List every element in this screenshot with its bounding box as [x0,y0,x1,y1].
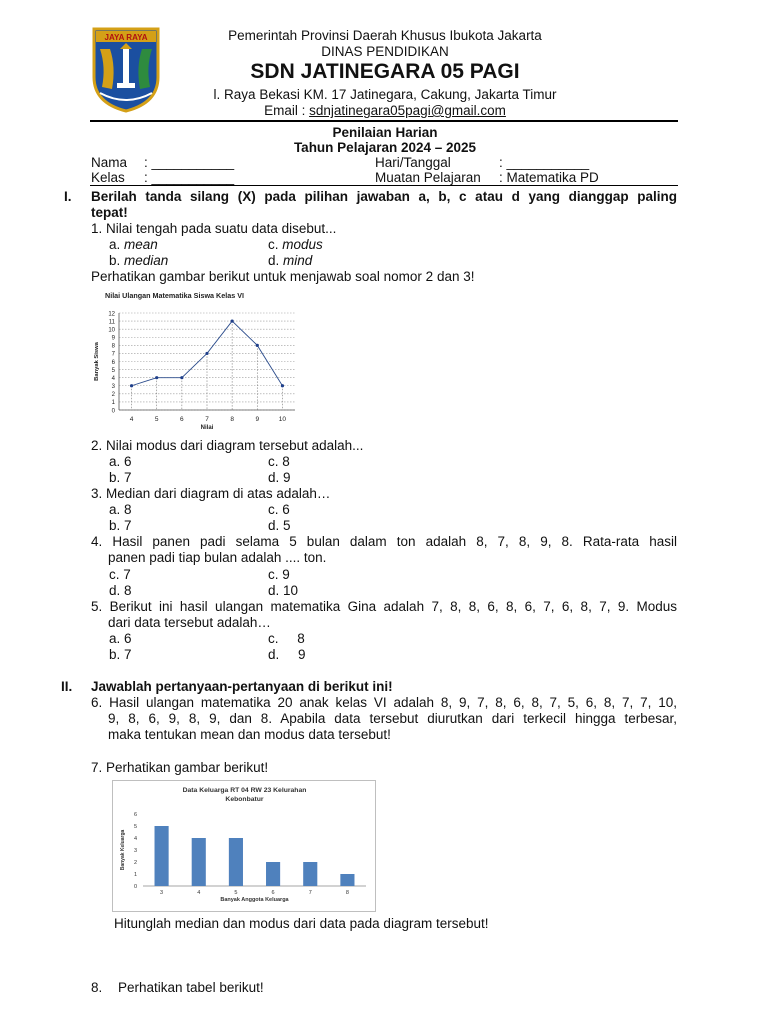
q1-d-text: mind [283,253,313,268]
q1-d-letter: d. [268,253,284,268]
school-name: SDN JATINEGARA 05 PAGI [250,60,520,83]
q1-c-text: modus [282,237,323,252]
bar-chart-y-tick-label: 1 [133,872,137,878]
q4-text-line2: panen padi tiap bulan adalah .... ton. [108,550,327,565]
bar-chart [112,780,376,912]
bar-chart-x-tick-label: 4 [197,890,201,896]
q7-text: 7. Perhatikan gambar berikut! [91,760,269,775]
q1-a-letter: a. [109,237,125,252]
section1-numeral: I. [64,189,72,204]
q5-option-c[interactable]: c. 8 [268,631,305,646]
line-chart-y-tick-label: 8 [111,343,115,350]
academic-year: Tahun Pelajaran 2024 – 2025 [293,140,477,155]
q5-text-line2: dari data tersebut adalah… [108,615,271,630]
line-chart-y-tick-label: 6 [111,359,115,366]
bar-chart-bar [340,874,354,886]
line-chart-x-tick-label: 8 [230,416,234,423]
q8-text: Perhatikan tabel berikut! [118,980,264,995]
muatan-field: : Matematika PD [499,170,599,185]
line-chart-point [231,319,234,322]
email-link[interactable]: sdnjatinegara05pagi@gmail.com [309,103,506,118]
q1-b-letter: b. [109,253,125,268]
q1-b-text: median [124,253,169,268]
bar-chart-bar [303,862,317,886]
school-address: l. Raya Bekasi KM. 17 Jatinegara, Cakung, Jakarta Timur [213,87,557,102]
chart-note: Perhatikan gambar berikut untuk menjawab soal nomor 2 dan 3! [91,269,475,284]
q3-option-b[interactable]: b. 7 [109,518,132,533]
bar-chart-bar [229,838,243,886]
kelas-field[interactable]: : ___________ [144,170,235,185]
line-chart-y-tick-label: 9 [111,335,115,342]
line-chart-y-tick-label: 12 [108,311,115,318]
line-chart-y-tick-label: 0 [111,408,115,415]
line-chart-x-tick-label: 7 [205,416,209,423]
school-logo [92,27,160,113]
line-chart-y-tick-label: 2 [111,392,115,399]
q5-option-d[interactable]: d. 9 [268,647,306,662]
header-line2: DINAS PENDIDIKAN [321,44,449,59]
bar-chart-title: Data Keluarga RT 04 RW 23 Kelurahan [182,787,307,794]
q2-text: 2. Nilai modus dari diagram tersebut adalah... [91,438,364,453]
bar-chart-y-tick-label: 3 [133,848,137,854]
section2-numeral: II. [61,679,73,694]
line-chart-point [130,384,133,387]
q3-option-c[interactable]: c. 6 [268,502,290,517]
bar-chart-y-axis-label: Banyak Keluarga [120,829,126,871]
q7-task: Hitunglah median dan modus dari data pada diagram tersebut! [114,916,489,931]
hari-label: Hari/Tanggal [375,155,451,170]
q1-c-letter: c. [268,237,283,252]
q3-option-d[interactable]: d. 5 [268,518,291,533]
header-line1: Pemerintah Provinsi Daerah Khusus Ibukota Jakarta [228,28,542,43]
q6-text-line1: 6. Hasil ulangan matematika 20 anak kelas VI adalah 8, 9, 7, 8, 6, 8, 7, 5, 6, 8, 7, 7, 10, [91,695,677,710]
q6-text [91,695,677,743]
header-divider [90,120,678,122]
line-chart-y-tick-label: 7 [111,351,115,358]
bar-chart-bar [155,826,169,886]
bar-chart-title-line2: Kebonbatur [225,796,264,803]
line-chart-point [205,352,208,355]
q1-option-a[interactable] [109,237,158,253]
line-chart [88,287,303,433]
line-chart-y-axis-label: Banyak Siswa [94,342,100,381]
line-chart-point [155,376,158,379]
section1-instruction-line1: Berilah tanda silang (X) pada pilihan jawaban a, b, c atau d yang dianggap paling [91,189,677,204]
line-chart-x-tick-label: 9 [255,416,260,423]
bar-chart-bar [266,862,280,886]
line-chart-y-tick-label: 3 [111,384,115,391]
q1-option-d[interactable] [268,253,312,269]
line-chart-point [256,344,259,347]
muatan-label: Muatan Pelajaran [375,170,481,185]
q6-text-line3: maka tentukan mean dan modus data tersebut! [108,727,391,742]
line-chart-y-tick-label: 11 [108,319,115,326]
bar-chart-x-tick-label: 5 [234,890,238,896]
q2-option-a[interactable]: a. 6 [109,454,132,469]
bar-chart-x-tick-label: 3 [160,890,164,896]
line-chart-y-tick-label: 4 [111,375,115,382]
q6-text-line2: 9, 8, 6, 9, 8, 9, dan 8. Apabila data tersebut diurutkan dari terkecil hingga terbesar, [108,711,677,726]
hari-field[interactable]: : ___________ [499,155,590,170]
school-email-line [170,103,600,118]
line-chart-point [180,376,183,379]
q1-option-b[interactable] [109,253,168,269]
q4-text-line1: 4. Hasil panen padi selama 5 bulan dalam ton adalah 8, 7, 8, 9, 8. Rata-rata hasil [91,534,677,549]
nama-field[interactable]: : ___________ [144,155,235,170]
bar-chart-bar [192,838,206,886]
q4-option-d2[interactable]: d. 10 [268,583,299,598]
bar-chart-x-tick-label: 8 [345,890,349,896]
logo-text: JAYA RAYA [104,33,148,42]
q2-option-c[interactable]: c. 8 [268,454,290,469]
line-chart-x-tick-label: 4 [129,416,134,423]
q1-text: 1. Nilai tengah pada suatu data disebut... [91,221,337,236]
bar-chart-x-axis-label: Banyak Anggota Keluarga [220,897,289,903]
bar-chart-y-tick-label: 6 [133,812,137,818]
section2-instruction: Jawablah pertanyaan-pertanyaan di berikut ini! [91,679,393,694]
q5-option-a[interactable]: a. 6 [109,631,132,646]
section1-instruction-line2: tepat! [91,205,128,220]
q1-a-text: mean [124,237,158,252]
kelas-label: Kelas [91,170,125,185]
line-chart-y-tick-label: 10 [108,327,115,334]
line-chart-x-tick-label: 6 [180,416,184,423]
email-label: Email : [264,103,310,118]
line-chart-x-axis-label: Nilai [200,425,214,431]
bar-chart-x-tick-label: 7 [308,890,312,896]
q5-option-b[interactable]: b. 7 [109,647,132,662]
q3-text: 3. Median dari diagram di atas adalah… [91,486,331,501]
line-chart-y-tick-label: 5 [111,367,115,374]
line-chart-title: Nilai Ulangan Matematika Siswa Kelas VI [105,291,245,300]
q1-option-c[interactable] [268,237,323,253]
bar-chart-y-tick-label: 2 [133,860,137,866]
line-chart-x-tick-label: 10 [278,416,287,423]
exam-title: Penilaian Harian [332,125,438,140]
q8-number: 8. [91,980,103,995]
q4-option-c1[interactable]: c. 7 [109,567,131,582]
bar-chart-x-tick-label: 6 [271,890,275,896]
bar-chart-y-tick-label: 4 [133,836,137,842]
q3-option-a[interactable]: a. 8 [109,502,132,517]
q2-option-b[interactable]: b. 7 [109,470,132,485]
q2-option-d[interactable]: d. 9 [268,470,291,485]
q4-text [91,534,677,566]
section1-instruction [91,189,677,221]
q5-text-line1: 5. Berikut ini hasil ulangan matematika Gina adalah 7, 8, 8, 6, 8, 6, 7, 6, 8, 7, 9. Modus [91,599,677,614]
q4-option-d1[interactable]: d. 8 [109,583,132,598]
q5-text [91,599,677,631]
q4-option-c2[interactable]: c. 9 [268,567,290,582]
bar-chart-y-tick-label: 0 [133,884,137,890]
line-chart-point [281,384,284,387]
identity-divider [90,185,678,186]
line-chart-x-tick-label: 5 [154,416,159,423]
bar-chart-y-tick-label: 5 [133,824,137,830]
line-chart-y-tick-label: 1 [111,400,115,407]
nama-label: Nama [91,155,128,170]
